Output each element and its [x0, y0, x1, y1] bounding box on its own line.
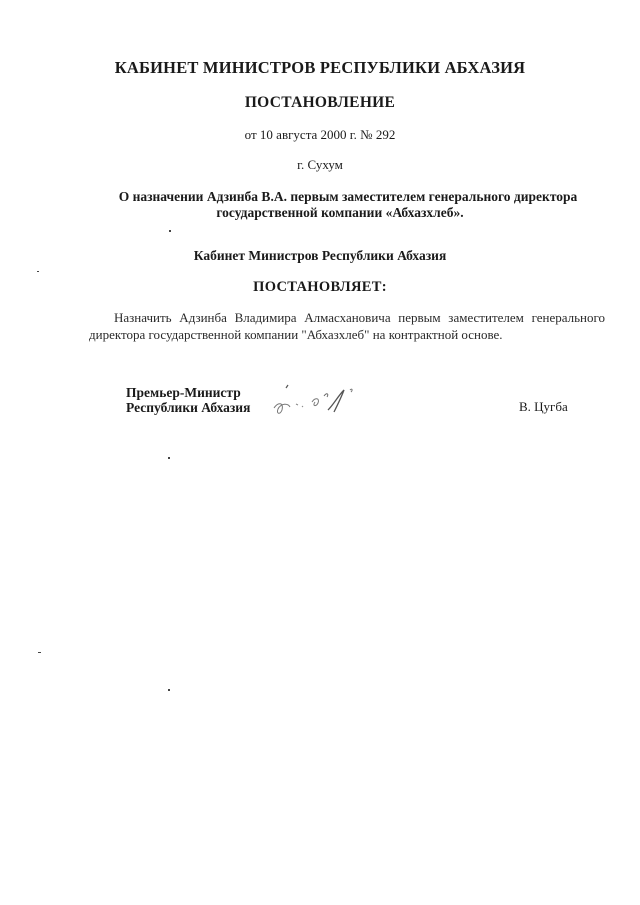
signatory-title-line: Республики Абхазия: [126, 400, 251, 415]
scan-speck: [38, 652, 41, 653]
document-type-title: ПОСТАНОВЛЕНИЕ: [244, 94, 396, 111]
subject-line: О назначении Адзинба В.А. первым заместителем генерального директора: [118, 189, 578, 204]
signatory-name: В. Цугба: [519, 399, 568, 414]
handwritten-signature: [268, 380, 368, 420]
issuer: Кабинет Министров Республики Абхазия: [193, 248, 447, 263]
scan-speck: [169, 230, 171, 232]
subject-heading: [0, 189, 640, 221]
subject-line: государственной компании «Абхазхлеб».: [216, 205, 464, 220]
organization-header: КАБИНЕТ МИНИСТРОВ РЕСПУБЛИКИ АБХАЗИЯ: [114, 58, 526, 77]
city: г. Сухум: [297, 157, 343, 172]
decree-heading: ПОСТАНОВЛЯЕТ:: [253, 279, 387, 295]
decree-body: [89, 309, 605, 343]
body-line: директора государственной компании "Абхазхлеб" на контрактной основе.: [89, 327, 503, 342]
signatory-title-line: Премьер-Министр: [126, 385, 241, 400]
scan-speck: [37, 271, 39, 272]
body-line: Назначить Адзинба Владимира Алмасхановича первым заместителем генерального: [114, 310, 605, 325]
scan-speck: [168, 689, 170, 691]
scan-speck: [168, 457, 170, 459]
date-and-number: от 10 августа 2000 г. № 292: [244, 127, 396, 142]
signatory-title: [126, 385, 250, 415]
